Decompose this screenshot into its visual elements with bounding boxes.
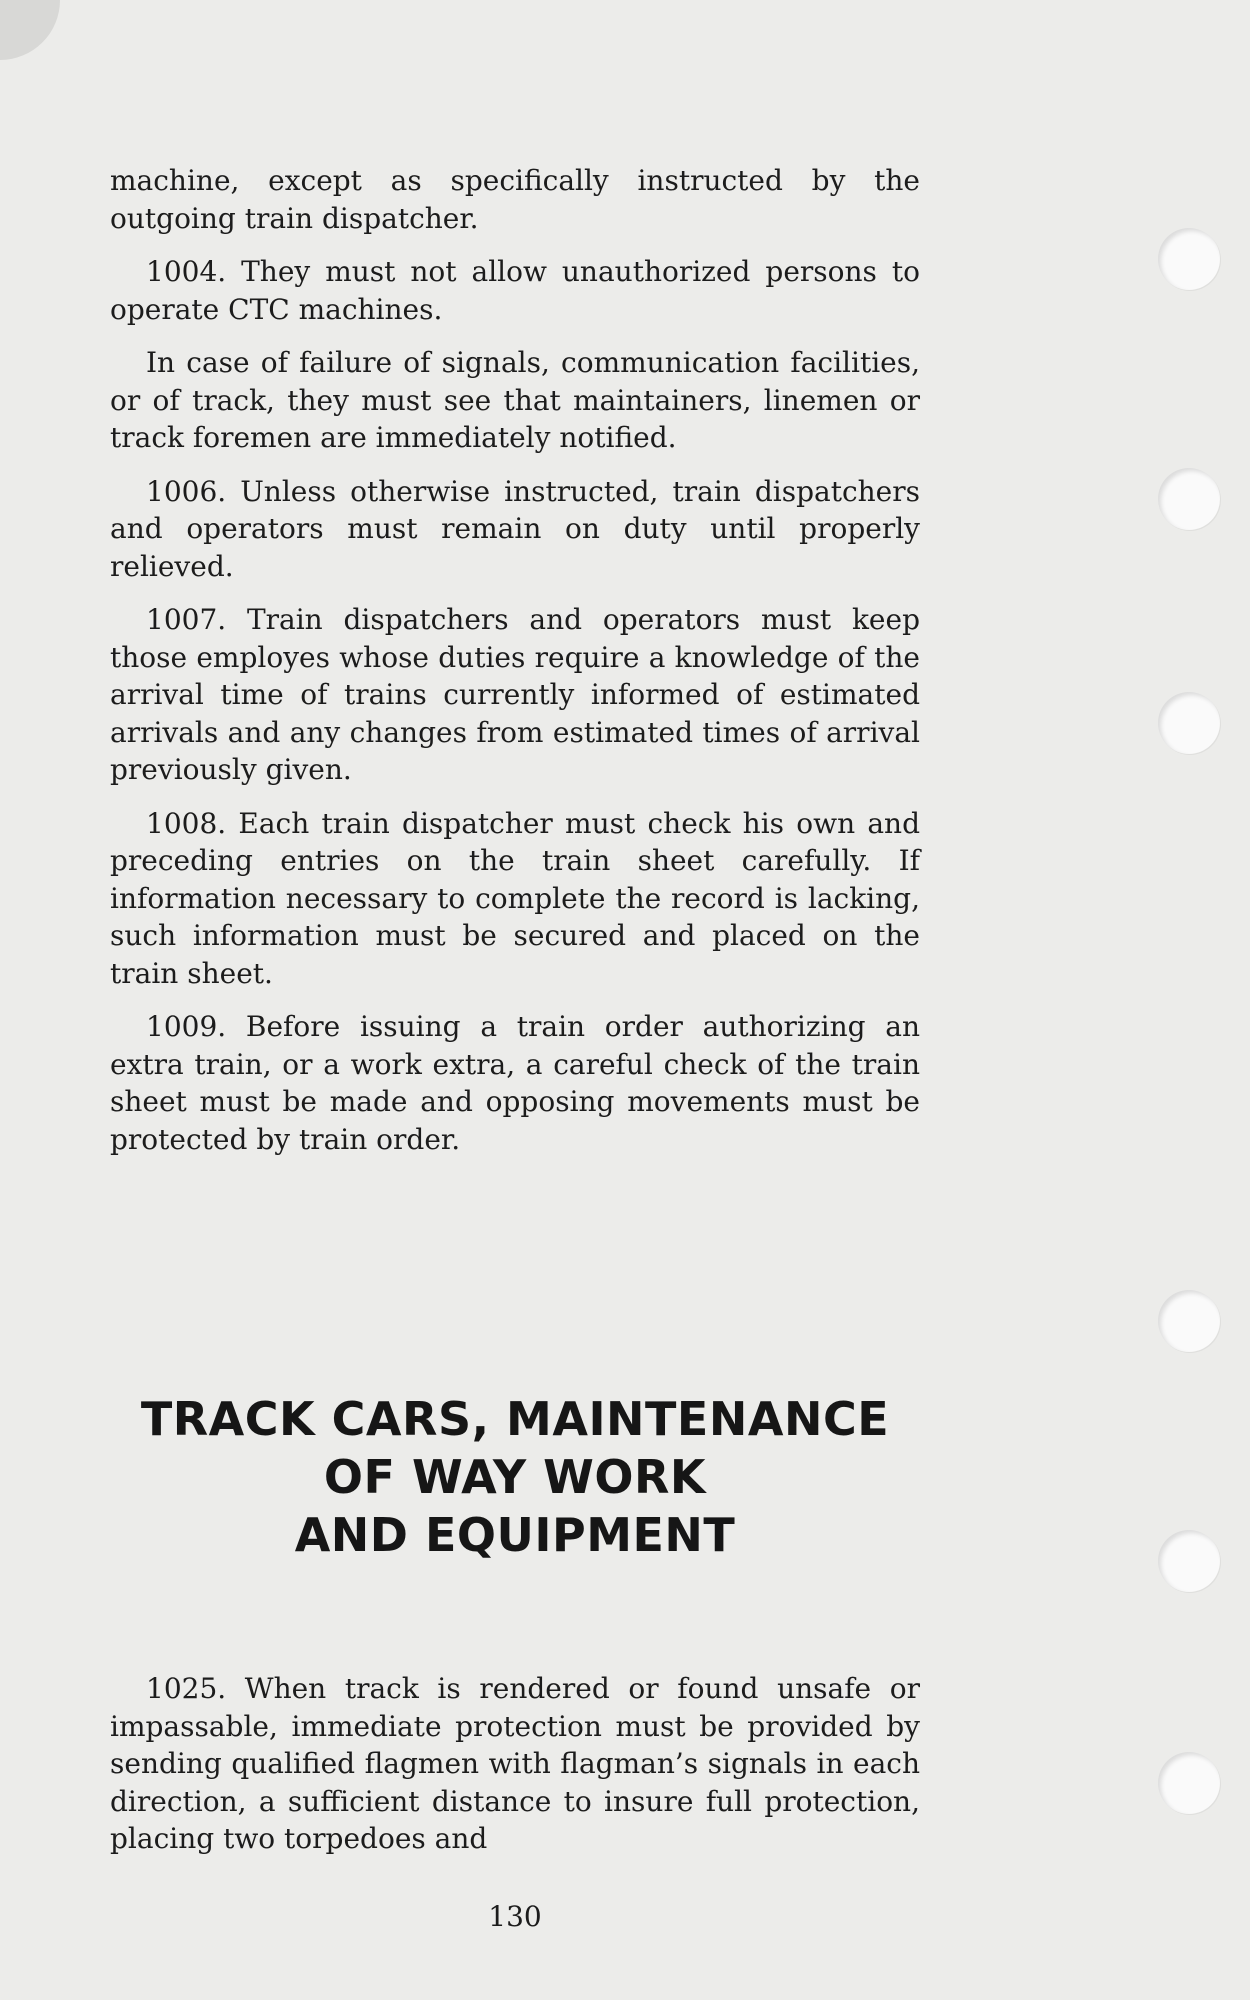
paragraph-1006: 1006. Unless otherwise instructed, train dispatchers and operators must remain on duty until properly relieved. [110,474,920,583]
paragraph-1004-cont: In case of failure of signals, communication facilities, or of track, they must see that maintainers, linemen or track foremen are immediately notified. [110,346,920,454]
paragraph-continuation: machine, except as specifically instructed by the outgoing train dispatcher. [110,164,920,235]
binder-hole [1158,1530,1220,1592]
body-text-bottom [110,1670,920,1874]
paragraph-1009: 1009. Before issuing a train order authorizing an extra train, or a work extra, a careful check of the train sheet must be made and opposing movements must be protected by train order. [110,1010,920,1156]
binder-hole [1158,1752,1220,1814]
binder-hole [1158,228,1220,290]
paragraph-1008: 1008. Each train dispatcher must check his own and preceding entries on the train sheet carefully. If information necessary to complete the record is lacking, such information must be secured and placed on the train sheet. [110,806,920,990]
page-corner [0,0,60,60]
heading-line: OF WAY WORK [323,1450,707,1504]
paragraph-1025: 1025. When track is rendered or found unsafe or impassable, immediate protection must be provided by sending qualified flagmen with flagman’s signals in each direction, a sufficient distance to insure full protection, placing two torpedoes and [110,1672,920,1855]
heading-line: AND EQUIPMENT [294,1508,736,1562]
binder-holes [1130,0,1250,2000]
page-number: 130 [488,1900,542,1933]
body-text-top [110,162,920,1174]
paragraph-1004: 1004. They must not allow unauthorized persons to operate CTC machines. [110,255,920,326]
binder-hole [1158,468,1220,530]
paragraph-1007: 1007. Train dispatchers and operators must keep those employes whose duties require a knowledge of the arrival time of trains currently informed of estimated arrivals and any changes from estimated times of arrival previously given. [110,603,920,786]
heading-line: TRACK CARS, MAINTENANCE [140,1392,890,1446]
binder-hole [1158,692,1220,754]
binder-hole [1158,1290,1220,1352]
section-heading [110,1390,920,1564]
